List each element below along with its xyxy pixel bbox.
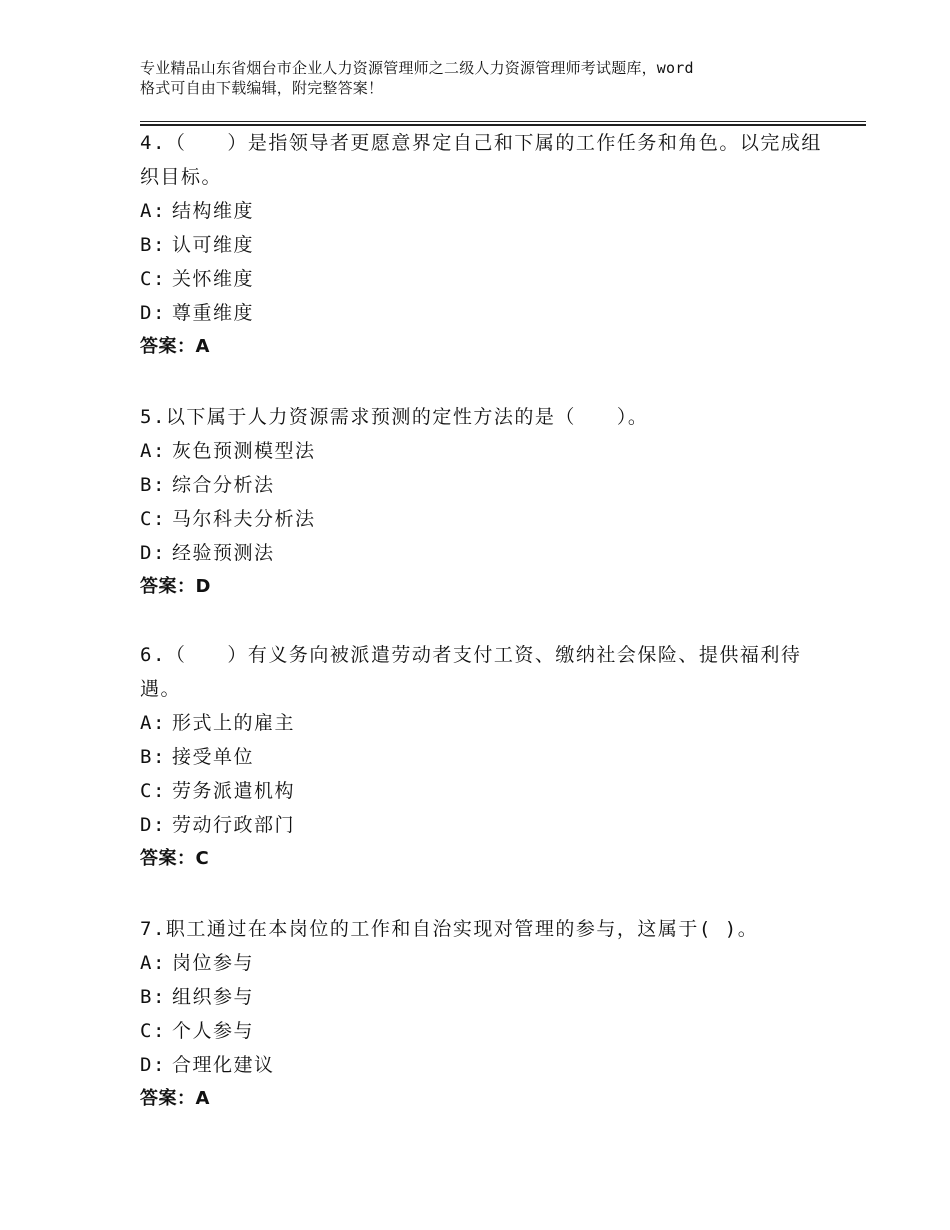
option-text: 接受单位: [172, 746, 255, 768]
document-header: [140, 58, 840, 98]
option-letter: B:: [140, 986, 166, 1008]
question-stem: 6.（ ）有义务向被派遣劳动者支付工资、缴纳社会保险、提供福利待遇。: [140, 644, 802, 700]
option-b: [140, 228, 830, 262]
option-text: 劳务派遣机构: [172, 780, 296, 802]
option-letter: A:: [140, 440, 166, 462]
answer-label: 答案：A: [140, 336, 210, 357]
option-letter: B:: [140, 474, 166, 496]
option-d: [140, 536, 830, 570]
question-4: [140, 126, 830, 364]
option-text: 综合分析法: [172, 474, 275, 496]
option-text: 尊重维度: [172, 302, 255, 324]
option-b: [140, 980, 830, 1014]
option-c: [140, 262, 830, 296]
option-letter: D:: [140, 542, 166, 564]
option-text: 形式上的雇主: [172, 712, 296, 734]
option-a: [140, 706, 830, 740]
option-text: 合理化建议: [172, 1054, 275, 1076]
option-letter: C:: [140, 780, 166, 802]
question-7: [140, 912, 830, 1116]
option-text: 关怀维度: [172, 268, 255, 290]
option-text: 马尔科夫分析法: [172, 508, 316, 530]
option-text: 经验预测法: [172, 542, 275, 564]
header-line-2: 格式可自由下载编辑，附完整答案！: [140, 79, 384, 97]
header-divider-thin: [140, 121, 866, 122]
option-letter: A:: [140, 952, 166, 974]
question-stem: 5.以下属于人力资源需求预测的定性方法的是（ ）。: [140, 406, 649, 428]
question-6: [140, 638, 830, 876]
option-b: [140, 740, 830, 774]
option-text: 岗位参与: [172, 952, 255, 974]
option-letter: D:: [140, 1054, 166, 1076]
question-stem: 4.（ ）是指领导者更愿意界定自己和下属的工作任务和角色。以完成组织目标。: [140, 132, 822, 188]
option-text: 灰色预测模型法: [172, 440, 316, 462]
option-letter: D:: [140, 814, 166, 836]
option-a: [140, 946, 830, 980]
question-stem: 7.职工通过在本岗位的工作和自治实现对管理的参与，这属于( )。: [140, 918, 759, 940]
option-a: [140, 194, 830, 228]
option-a: [140, 434, 830, 468]
option-text: 组织参与: [172, 986, 255, 1008]
option-letter: B:: [140, 746, 166, 768]
option-c: [140, 1014, 830, 1048]
option-d: [140, 808, 830, 842]
option-letter: B:: [140, 234, 166, 256]
answer-label: 答案：C: [140, 848, 210, 869]
option-text: 结构维度: [172, 200, 255, 222]
option-letter: A:: [140, 712, 166, 734]
answer-label: 答案：D: [140, 576, 211, 597]
option-text: 认可维度: [172, 234, 255, 256]
option-letter: C:: [140, 1020, 166, 1042]
option-c: [140, 774, 830, 808]
header-line-1: 专业精品山东省烟台市企业人力资源管理师之二级人力资源管理师考试题库，word: [140, 59, 694, 77]
option-letter: C:: [140, 508, 166, 530]
option-c: [140, 502, 830, 536]
answer-label: 答案：A: [140, 1088, 210, 1109]
option-d: [140, 296, 830, 330]
option-b: [140, 468, 830, 502]
option-letter: A:: [140, 200, 166, 222]
option-text: 劳动行政部门: [172, 814, 296, 836]
option-letter: C:: [140, 268, 166, 290]
question-5: [140, 400, 830, 604]
option-letter: D:: [140, 302, 166, 324]
option-d: [140, 1048, 830, 1082]
option-text: 个人参与: [172, 1020, 255, 1042]
